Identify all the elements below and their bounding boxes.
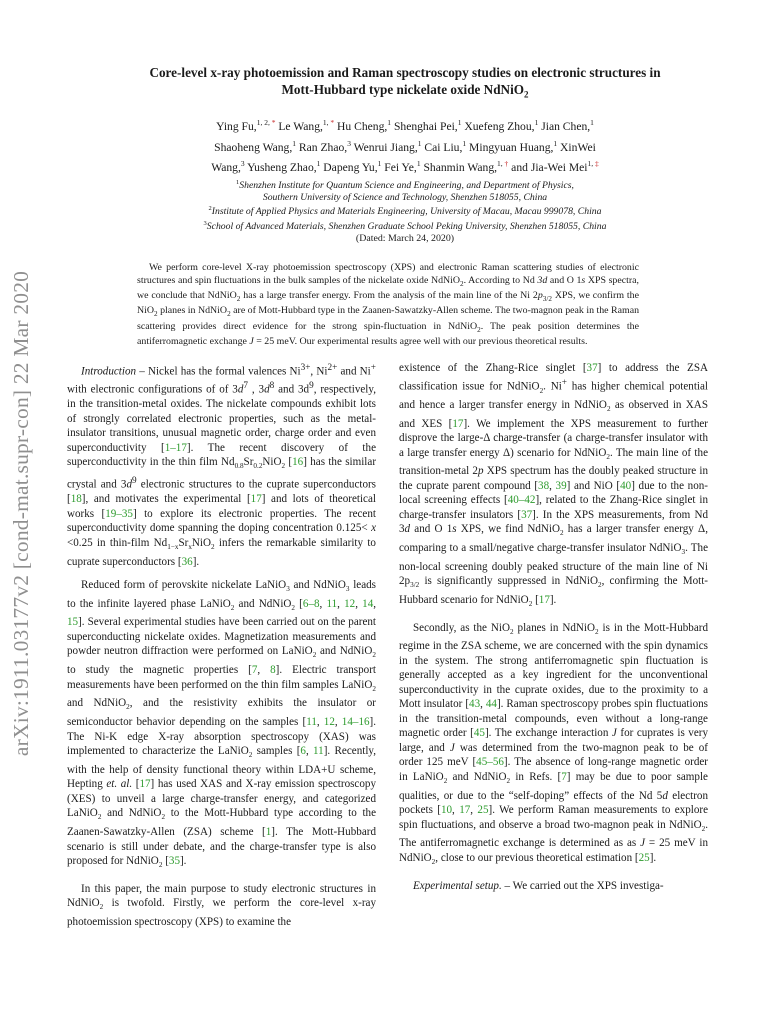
text-run: ] has the similar crystal and 3 xyxy=(67,456,377,491)
text-run: Sr xyxy=(178,536,189,549)
paragraph-secondly xyxy=(399,621,708,870)
author-affiliation-mark: 1 xyxy=(292,138,296,148)
author-line-3 xyxy=(60,155,750,176)
corresponding-author-mark[interactable]: † xyxy=(504,159,509,169)
text-run: [ xyxy=(295,597,303,610)
author-line-1 xyxy=(60,114,750,135)
italic-run: p xyxy=(537,289,543,301)
subscript: 2 xyxy=(230,603,235,612)
title-line-1: Core-level x-ray photoemission and Raman spectroscopy studies on electronic structures in xyxy=(149,65,661,80)
citation-link[interactable]: 37 xyxy=(586,362,598,374)
subscript: 3/2 xyxy=(410,581,420,590)
paragraph-experimental-setup xyxy=(399,879,708,894)
text-run: NiO xyxy=(191,536,212,549)
subscript: 1−x xyxy=(167,543,179,551)
author-affiliation-mark: 1, † xyxy=(497,159,509,169)
text-run: electronic structures to the cuprate superconductors [ xyxy=(67,478,377,506)
text-run: , xyxy=(470,804,478,817)
text-run: , 3 xyxy=(248,383,265,396)
subscript: 2 xyxy=(126,703,130,712)
arxiv-stamp xyxy=(2,0,42,1024)
text-run: , xyxy=(305,745,314,758)
citation-link[interactable]: 25 xyxy=(477,804,489,817)
citation-link[interactable]: 12 xyxy=(344,597,356,610)
italic-run: d xyxy=(126,478,133,491)
citation-link[interactable]: 35 xyxy=(168,855,180,868)
corresponding-author-mark[interactable]: * xyxy=(271,117,276,127)
italic-run: 3d xyxy=(537,274,548,286)
text-run: ] due to the non-local screening effects [ xyxy=(399,479,708,507)
text-run: ], related to the Zhang-Rice singlet in charge-transfer insulators [ xyxy=(399,494,708,521)
citation-link[interactable]: 7 xyxy=(561,770,567,783)
text-run: and NdNiO xyxy=(67,697,127,710)
text-run: ]. Recently, with the help of density functional theory within LDA+U scheme, Hepting xyxy=(67,745,376,791)
text-run: has a large transfer energy. From the analysis of the main line of the Ni 2 xyxy=(240,289,538,301)
author-affiliation-mark: 1 xyxy=(417,138,422,148)
text-run: and O 1 xyxy=(547,274,582,286)
text-run: ] may be due to poor sample qualities, or due to the “self-doping” effects of the Nd 5 xyxy=(399,770,708,802)
superscript: + xyxy=(561,377,568,388)
text-run: , xyxy=(319,597,327,610)
text-run: . The peak position determines the antiferromagnetic exchange xyxy=(137,320,639,348)
text-run: ] has used XAS and X-ray emission spectroscopy (XES) to unveil a large charge-transfer energy, and categorized LaNiO xyxy=(67,778,376,820)
citation-link[interactable]: 37 xyxy=(521,508,533,521)
italic-run: J xyxy=(449,741,455,754)
subscript: 2 xyxy=(510,627,514,636)
text-run: ]. xyxy=(549,594,557,606)
text-run: In this paper, the main purpose to study electronic structures in NdNiO xyxy=(67,882,376,910)
subscript: 2 xyxy=(372,651,376,660)
author-line-2 xyxy=(60,135,750,156)
subscript: 2 xyxy=(539,386,544,395)
text-run: – We carried out the XPS investiga- xyxy=(501,879,664,892)
citation-link[interactable]: 17 xyxy=(459,804,471,817)
author-name: Le Wang, xyxy=(275,119,323,133)
citation-link[interactable]: 36 xyxy=(181,555,193,568)
text-run: , xyxy=(337,597,345,610)
subscript: 2 xyxy=(606,452,610,461)
subscript: 2 xyxy=(528,600,533,609)
subscript: 2 xyxy=(443,777,448,786)
subscript: 2 xyxy=(597,581,602,590)
text-run: Secondly, as the NiO xyxy=(413,621,511,634)
text-run: as observed in XAS and XES [ xyxy=(399,398,708,430)
subscript: 2 xyxy=(281,462,286,471)
subscript: 0.2 xyxy=(253,462,263,471)
citation-link[interactable]: 15 xyxy=(67,616,79,629)
italic-run: s xyxy=(581,274,586,286)
text-run: leads to the infinite layered phase LaNiO xyxy=(67,579,376,610)
superscript: 3+ xyxy=(300,363,311,373)
title-line-2: Mott-Hubbard type nickelate oxide NdNiO xyxy=(281,82,524,97)
subscript: 2 xyxy=(506,777,511,786)
text-run: Sr xyxy=(243,456,254,469)
citation-link[interactable]: 11 xyxy=(306,716,317,729)
author-name: Ran Zhao, xyxy=(295,140,348,154)
text-run: ]. The recent discovery of the superconductivity in the thin film Nd xyxy=(67,441,376,469)
subscript: 2 xyxy=(97,813,102,822)
text-run: ]. xyxy=(179,855,187,868)
citation-link[interactable]: 6–8 xyxy=(302,597,320,610)
text-run: . Ni xyxy=(543,380,562,393)
citation-link[interactable]: 17 xyxy=(538,594,550,606)
italic-run: s xyxy=(452,523,457,536)
citation-link[interactable]: 38 xyxy=(538,479,550,492)
text-run: [ xyxy=(532,594,539,606)
author-name: Shaoheng Wang, xyxy=(214,140,293,154)
author-affiliation-mark: 1 xyxy=(416,159,421,169)
text-run: and NdNiO xyxy=(234,597,292,610)
text-run: to study the magnetic properties [ xyxy=(67,664,252,677)
text-run: , xyxy=(316,716,324,729)
subscript: 2 xyxy=(595,627,599,636)
subscript: 2 xyxy=(161,813,166,822)
text-run: . The antiferromagnetic exchange is determined as as xyxy=(399,818,708,850)
subscript: 2 xyxy=(560,529,564,538)
author-affiliation-mark: 3 xyxy=(347,138,351,148)
italic-run: Introduction xyxy=(81,365,137,378)
citation-link[interactable]: 14 xyxy=(362,597,374,610)
text-run: XPS, we find NdNiO xyxy=(456,523,561,536)
text-run: has a larger transfer energy Δ, comparing to a small/negative charge-transfer insulator NdNiO xyxy=(399,523,708,555)
text-run: . According to Nd xyxy=(463,274,538,286)
text-run: , xyxy=(373,597,377,610)
text-run: infers the remarkable similarity to cuprate superconductors [ xyxy=(67,536,376,568)
citation-link[interactable]: 10 xyxy=(440,804,453,817)
subscript: 2 xyxy=(431,858,436,867)
text-run: ]. The absence of long-range magnetic order in LaNiO xyxy=(399,756,708,783)
text-run: and 3d xyxy=(274,383,310,396)
subscript: 3 xyxy=(681,548,686,557)
paper-title xyxy=(60,64,750,104)
text-run: ]. Raman spectroscopy probes spin fluctuations in the transition-metal compounds, even without a long-range magnetic order [ xyxy=(399,698,708,740)
citation-link[interactable]: 14–16 xyxy=(341,716,370,729)
text-run: , xyxy=(549,479,556,492)
text-run: is twofold. Firstly, we perform the core-level x-ray photoemission spectroscopy (XPS) to examine the xyxy=(67,897,376,928)
text-run: XPS spectra, we conclude that NdNiO xyxy=(137,274,640,301)
subscript: 2 xyxy=(158,861,163,870)
author-name: Mingyuan Huang, xyxy=(466,140,554,154)
text-run: ]. We implement the XPS measurement to further disprove the large-Δ charge-transfer (a charge-transfer insulator with a large transfer energy Δ) scenario for NdNiO xyxy=(399,417,708,459)
text-run: , xyxy=(257,664,271,677)
paragraph-introduction xyxy=(67,361,376,569)
text-run: ]. In the XPS measurements, from Nd 3 xyxy=(399,508,709,536)
text-run: = 25 meV in NdNiO xyxy=(399,837,708,864)
affiliation-list xyxy=(60,177,750,233)
text-run: Reduced form of perovskite nickelate LaNiO xyxy=(81,579,287,591)
citation-link[interactable]: 11 xyxy=(313,745,324,758)
subscript: 2 xyxy=(248,751,253,760)
text-run: existence of the Zhang-Rice singlet [ xyxy=(399,362,587,374)
paragraph-reduced-form xyxy=(67,578,376,873)
text-run: and O 1 xyxy=(410,523,453,536)
text-run: was determined from the two-magnon peak to be of order 125 meV [ xyxy=(399,741,709,769)
text-run: , Ni xyxy=(310,365,328,378)
author-affiliation-mark: 1 xyxy=(534,117,539,127)
text-run: and NdNiO xyxy=(289,579,346,591)
italic-run: d xyxy=(264,383,270,396)
author-list xyxy=(60,114,750,177)
corresponding-author-mark[interactable]: * xyxy=(330,117,335,127)
text-run: has higher chemical potential and hence a larger transfer energy in NdNiO xyxy=(399,380,709,411)
italic-run: x xyxy=(371,522,376,535)
title-subscript: 2 xyxy=(524,89,529,100)
author-affiliation-mark: 1, ‡ xyxy=(587,159,599,169)
subscript: 2 xyxy=(372,684,376,693)
citation-link[interactable]: 40–42 xyxy=(507,494,536,507)
citation-link[interactable]: 45 xyxy=(473,727,485,740)
citation-link[interactable]: 7 xyxy=(251,664,258,677)
author-affiliation-mark: 1 xyxy=(590,117,594,127)
text-run: – Nickel has the formal valences Ni xyxy=(136,365,301,378)
text-run: for cuprates is very large, and xyxy=(399,727,709,754)
subscript: 2 xyxy=(211,543,215,551)
subscript: 2 xyxy=(236,294,241,303)
author-affiliation-mark: 1, * xyxy=(322,117,335,127)
subscript: 2 xyxy=(477,325,481,334)
affiliation-1-cont: Southern University of Science and Technology, Shenzhen 518055, China xyxy=(262,191,548,203)
subscript: x xyxy=(188,543,192,551)
citation-link[interactable]: 16 xyxy=(292,456,304,469)
citation-link[interactable]: 19–35 xyxy=(105,507,133,520)
text-run: , respectively, in the transition-metal oxides. The nickelate compounds exhibit lots of strongly correlated electronic properties, such as the metal-insulator transitions, unusual magnetic order, charge order and even superconductivity [ xyxy=(67,383,376,454)
citation-link[interactable]: 17 xyxy=(452,417,464,430)
text-run: ], and motivates the experimental [ xyxy=(81,493,251,506)
text-run: . The main line of the transition-metal 2 xyxy=(399,446,708,478)
affiliation-1: $^1$Shenzhen Institute for Quantum Science and Engineering, and Department of Physics, xyxy=(236,179,574,192)
italic-run: d xyxy=(662,789,668,802)
text-run: ]. We perform Raman measurements to explore spin fluctuations, and observe a broad two-magnon peak in NdNiO xyxy=(399,804,708,831)
text-run: , close to our previous theoretical estimation [ xyxy=(435,851,639,864)
subscript: 3/2 xyxy=(542,294,552,303)
citation-link[interactable]: 45–56 xyxy=(476,756,504,769)
text-run: are of Mott-Hubbard type in the Zaanen-Sawatzky-Allen scheme. The two-magnon peak in the Raman scattering provides direct evidence for the strong spin-fluctuation in NdNiO xyxy=(137,305,640,332)
affiliation-2: $^2$Institute of Applied Physics and Materials Engineering, University of Macau, Macau 999078, China xyxy=(208,205,602,218)
text-run: ] to address the ZSA classification issue for NdNiO xyxy=(399,362,709,393)
text-run: = 25 meV. Our experimental results agree well with our previous theoretical results. xyxy=(253,336,588,348)
superscript: 9 xyxy=(132,476,137,487)
paper-header xyxy=(60,64,750,245)
text-run: ]. xyxy=(649,851,657,864)
author-name: XinWei xyxy=(557,140,596,154)
italic-run: J xyxy=(611,727,617,740)
italic-run: p xyxy=(477,465,484,478)
subscript: 3 xyxy=(286,585,290,594)
text-run: electron pockets [ xyxy=(399,789,709,817)
dated-line: (Dated: March 24, 2020) xyxy=(355,232,455,244)
citation-link[interactable]: 6 xyxy=(300,745,306,758)
author-affiliation-mark: 3 xyxy=(240,159,245,169)
text-run: is in the Mott-Hubbard regime in the ZSA scheme, we are concerned with the spin dynamics in the system. The strong antiferromagnetic spin fluctuation is generally accepted as a key ingredient for the unconventional superconductivity in the cuprate oxides, due to the proximity to a Mott insulator [ xyxy=(399,621,708,711)
citation-link[interactable]: 25 xyxy=(638,851,650,864)
text-run: , xyxy=(480,698,486,711)
text-run: ]. xyxy=(192,555,200,568)
subscript: 2 xyxy=(312,651,317,660)
citation-link[interactable]: 8 xyxy=(270,664,276,677)
italic-run: et. al. xyxy=(106,778,133,791)
citation-link[interactable]: 43 xyxy=(469,698,481,711)
author-name: Shenghai Pei, xyxy=(391,119,458,133)
citation-link[interactable]: 17 xyxy=(250,493,262,506)
text-run: [ xyxy=(162,855,169,868)
text-run: NiO xyxy=(262,456,282,469)
text-run: XPS, we confirm the NiO xyxy=(137,289,639,317)
text-run: ] to explore its electronic properties. The recent superconductivity dome spanning the doping concentration 0.125< xyxy=(67,507,376,535)
citation-link[interactable]: 18 xyxy=(70,493,82,506)
citation-link[interactable]: 12 xyxy=(323,716,335,729)
citation-link[interactable]: 44 xyxy=(485,698,497,711)
text-run: , xyxy=(355,597,363,610)
author-name: Dapeng Yu, xyxy=(320,161,378,175)
text-run: ]. Electric transport measurements have been performed on the thin film samples LaNiO xyxy=(67,664,376,691)
text-run: in Refs. [ xyxy=(510,770,562,783)
author-name: Cai Liu, xyxy=(421,140,463,154)
subscript: 2 xyxy=(606,405,611,414)
citation-link[interactable]: 1–17 xyxy=(164,441,187,454)
italic-run: d xyxy=(237,383,244,396)
citation-link[interactable]: 39 xyxy=(555,479,567,492)
text-run: ] and NiO [ xyxy=(566,479,621,492)
text-run: ]. The Ni-K edge X-ray absorption spectroscopy (XAS) was implemented to characterize the LaNiO xyxy=(67,716,376,758)
corresponding-author-mark[interactable]: ‡ xyxy=(595,159,599,169)
text-run: . The non-local screening doubly peaked structure of the main line of Ni 2p xyxy=(399,542,708,588)
superscript: 2+ xyxy=(327,363,338,373)
text-run: We perform core-level X-ray photoemission spectroscopy (XPS) and electronic Raman scattering studies of electronic structures and spin fluctuations in the bulk samples of the nickelate oxide NdNiO xyxy=(137,262,639,286)
left-column xyxy=(67,361,376,938)
italic-run: d xyxy=(404,523,411,536)
italic-run: Experimental setup. xyxy=(413,879,502,892)
author-affiliation-mark: 1 xyxy=(316,159,321,169)
author-name: Hu Cheng, xyxy=(334,119,388,133)
text-run: ]. The exchange interaction xyxy=(484,727,612,740)
author-affiliation-mark: 1, 2, * xyxy=(256,117,276,127)
text-run: to the Mott-Hubbard type according to the Zaanen-Sawatzky-Allen (ZSA) scheme [ xyxy=(67,807,377,839)
text-run: with electronic configurations of of 3 xyxy=(67,383,238,396)
citation-link[interactable]: 1 xyxy=(265,826,272,839)
superscript: 7 xyxy=(243,381,249,392)
superscript: 9 xyxy=(309,381,314,392)
author-name: Wenrui Jiang, xyxy=(350,140,418,154)
author-name: Jian Chen, xyxy=(538,119,591,133)
text-run: planes in NdNiO xyxy=(157,305,228,317)
subscript: 2 xyxy=(99,903,104,912)
author-name: Wang, xyxy=(211,161,241,175)
text-run: , xyxy=(452,804,460,817)
superscript: 8 xyxy=(269,381,275,392)
subscript: 2 xyxy=(460,279,464,288)
text-run: and NdNiO xyxy=(447,770,507,783)
subscript: 2 xyxy=(701,824,706,833)
right-column xyxy=(399,361,708,902)
author-name: Yusheng Zhao, xyxy=(244,161,317,175)
subscript: 3 xyxy=(345,585,350,594)
citation-link[interactable]: 17 xyxy=(139,778,151,791)
arxiv-identifier: arXiv:1911.03177v2 [cond-mat.supr-con] 22 Mar 2020 xyxy=(9,270,34,756)
text-run: <0.25 in thin-film Nd xyxy=(67,536,168,549)
author-name: Fei Ye, xyxy=(381,161,417,175)
paragraph-purpose xyxy=(67,882,376,930)
author-name: Xuefeng Zhou, xyxy=(461,119,535,133)
author-name: Shanmin Wang, xyxy=(420,161,498,175)
text-run: and NdNiO xyxy=(316,645,373,658)
author-name: and Jia-Wei Mei xyxy=(508,161,588,175)
affiliation-3: $^3$School of Advanced Materials, Shenzhen Graduate School Peking University, Shenzhen 518055, China xyxy=(203,220,607,233)
text-run: [ xyxy=(132,778,140,791)
subscript: 2 xyxy=(154,310,158,319)
text-run: planes in NdNiO xyxy=(513,621,596,634)
text-run: , and the resistivity exhibits the insulator or semiconductor behavior depending on the samples [ xyxy=(67,697,376,729)
subscript: 0.8 xyxy=(234,462,244,471)
superscript: + xyxy=(370,363,376,373)
author-affiliation-mark: 1 xyxy=(462,138,467,148)
paragraph-zhang-rice xyxy=(399,361,708,612)
author-affiliation-mark: 1 xyxy=(387,117,392,127)
text-run: XPS spectrum has the doubly peaked structure in the cuprate parent compound [ xyxy=(399,465,709,492)
citation-link[interactable]: 11 xyxy=(326,597,338,610)
subscript: 2 xyxy=(227,310,231,319)
text-run: and Ni xyxy=(337,365,371,378)
italic-run: J xyxy=(640,837,646,850)
italic-run: J xyxy=(249,336,254,348)
text-run: , xyxy=(334,716,342,729)
author-affiliation-mark: 1 xyxy=(553,138,558,148)
text-run: , confirming the Mott-Hubbard scenario for NdNiO xyxy=(399,575,708,606)
text-run: ]. The Mott-Hubbard scenario is still under debate, and the charge-transfer type is also proposed for NdNiO xyxy=(67,826,376,868)
author-affiliation-mark: 1 xyxy=(377,159,382,169)
text-run: is significantly suppressed in NdNiO xyxy=(419,575,598,588)
text-run: ] and lots of theoretical works [ xyxy=(67,493,376,520)
text-run: [ xyxy=(285,456,293,469)
author-affiliation-mark: 1 xyxy=(457,117,462,127)
text-run: samples [ xyxy=(252,745,301,758)
subscript: 2 xyxy=(291,603,296,612)
text-run: and NdNiO xyxy=(101,807,162,820)
abstract xyxy=(137,262,639,349)
citation-link[interactable]: 40 xyxy=(620,479,632,492)
text-run: ]. Several experimental studies have been carried out on the parent superconducting nickelate oxides. Magnetization measurements and powder neutron diffraction were performed on LaNiO xyxy=(67,616,376,658)
author-name: Ying Fu, xyxy=(216,119,257,133)
